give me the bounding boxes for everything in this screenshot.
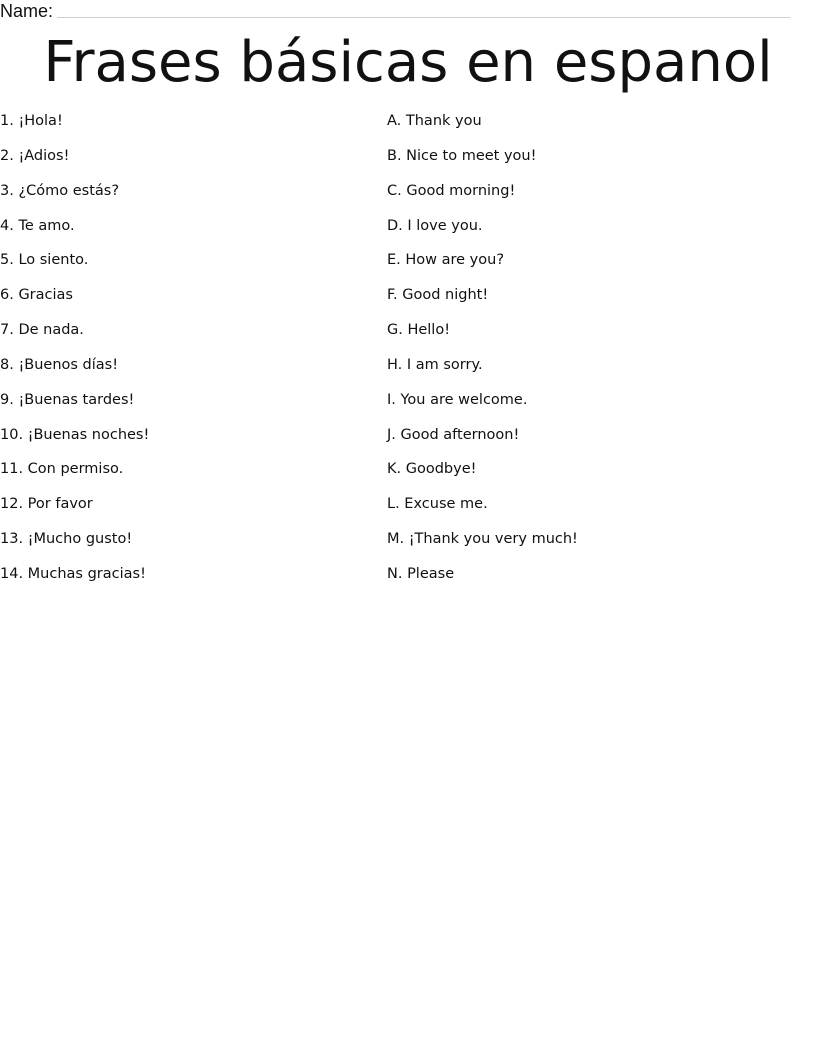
phrase-item: 2. ¡Adios! xyxy=(0,147,70,164)
answer-item: N. Please xyxy=(387,565,455,582)
phrase-item: 14. Muchas gracias! xyxy=(0,565,146,582)
phrase-list xyxy=(0,111,370,599)
answer-item: H. I am sorry. xyxy=(387,356,483,373)
answer-item: F. Good night! xyxy=(387,287,489,304)
name-blank-line xyxy=(57,17,790,18)
phrase-item: 13. ¡Mucho gusto! xyxy=(0,531,133,548)
answer-item: I. You are welcome. xyxy=(387,391,528,408)
answer-item: G. Hello! xyxy=(387,322,451,339)
name-row xyxy=(0,0,790,20)
answer-item: E. How are you? xyxy=(387,252,505,269)
answer-list xyxy=(387,111,807,599)
phrase-item: 4. Te amo. xyxy=(0,217,75,234)
phrase-item: 6. Gracias xyxy=(0,287,73,304)
answer-item: K. Goodbye! xyxy=(387,461,477,478)
answer-item: B. Nice to meet you! xyxy=(387,147,537,164)
answer-item: M. ¡Thank you very much! xyxy=(387,531,578,548)
answer-item: C. Good morning! xyxy=(387,182,516,199)
name-label: Name: xyxy=(0,1,54,21)
answer-item: D. I love you. xyxy=(387,217,483,234)
phrase-item: 1. ¡Hola! xyxy=(0,113,63,129)
phrase-item: 3. ¿Cómo estás? xyxy=(0,182,120,199)
answer-item: J. Good afternoon! xyxy=(387,426,520,443)
phrase-item: 9. ¡Buenas tardes! xyxy=(0,391,135,408)
phrase-item: 8. ¡Buenos días! xyxy=(0,356,119,373)
phrase-item: 11. Con permiso. xyxy=(0,461,124,478)
worksheet-title: Frases básicas en espanol xyxy=(43,30,773,95)
phrase-item: 5. Lo siento. xyxy=(0,252,89,269)
phrase-item: 12. Por favor xyxy=(0,496,93,513)
phrase-item: 7. De nada. xyxy=(0,322,84,339)
phrase-item: 10. ¡Buenas noches! xyxy=(0,426,150,443)
answer-item: L. Excuse me. xyxy=(387,496,488,513)
answer-item: A. Thank you xyxy=(387,113,482,129)
